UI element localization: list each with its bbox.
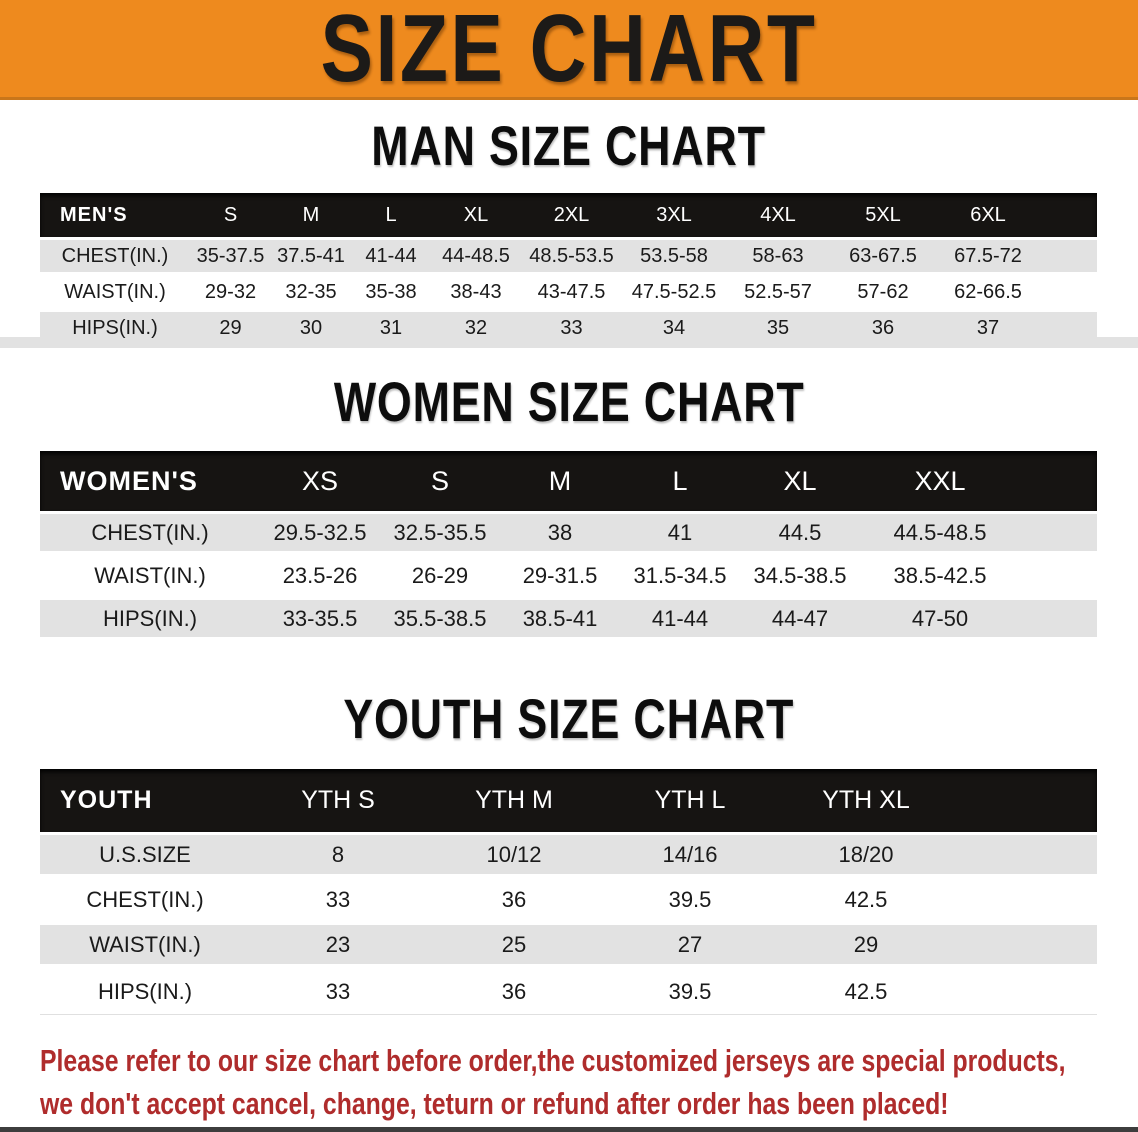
section-title <box>0 687 1138 750</box>
size-table <box>40 769 1097 1015</box>
cell-value: 37.5-41 <box>277 244 345 267</box>
cell-value: 33-35.5 <box>282 605 358 631</box>
cell-value: 37 <box>976 316 1000 339</box>
cell-value: 42.5 <box>844 886 888 912</box>
cell-value: 32.5-35.5 <box>393 519 487 545</box>
table-row <box>40 240 1097 276</box>
cell-value: 32-35 <box>285 280 337 303</box>
cell-value: 23.5-26 <box>282 562 358 588</box>
cell-value: 36 <box>871 316 895 339</box>
cell-value: 36 <box>501 886 527 912</box>
cell-value: 30 <box>299 316 323 339</box>
column-header: YTH L <box>654 786 726 814</box>
size-table <box>40 193 1097 348</box>
section-title-text: WOMEN SIZE CHART <box>333 370 805 433</box>
cell-value: 39.5 <box>668 886 712 912</box>
cell-value: 26-29 <box>411 562 469 588</box>
cell-value: 38.5-41 <box>522 605 598 631</box>
section-title <box>0 114 1138 177</box>
column-header: XL <box>783 465 817 496</box>
cell-value: 33 <box>560 316 583 339</box>
table-row <box>40 970 1097 1015</box>
cell-value: 43-47.5 <box>537 280 606 303</box>
row-label: CHEST(IN.) <box>91 519 209 545</box>
column-header: XXL <box>914 465 966 496</box>
cell-value: 23 <box>325 931 351 957</box>
disclaimer-line-2: we don't accept cancel, change, teturn or refund after order has been placed! <box>40 1086 949 1121</box>
cell-value: 48.5-53.5 <box>529 244 614 267</box>
cell-value: 31 <box>379 316 403 339</box>
size-chart-section <box>0 370 1138 643</box>
cell-value: 42.5 <box>844 979 888 1004</box>
section-title <box>0 370 1138 433</box>
table-row <box>40 514 1097 557</box>
cell-value: 44-48.5 <box>442 244 510 267</box>
table-row <box>40 312 1097 348</box>
cell-value: 10/12 <box>486 841 542 867</box>
cell-value: 36 <box>501 979 527 1004</box>
cell-value: 53.5-58 <box>640 244 708 267</box>
cell-value: 44.5 <box>778 519 822 545</box>
row-label: HIPS(IN.) <box>72 316 158 339</box>
banner <box>0 0 1138 100</box>
cell-value: 47.5-52.5 <box>631 280 717 303</box>
column-header: YTH S <box>301 786 375 814</box>
column-header: 6XL <box>970 203 1006 226</box>
column-header: XS <box>301 465 339 496</box>
column-header: 4XL <box>760 203 796 226</box>
table-row <box>40 276 1097 312</box>
cell-value: 18/20 <box>838 841 894 867</box>
row-label: WAIST(IN.) <box>94 562 206 588</box>
row-label: HIPS(IN.) <box>102 605 198 631</box>
column-header: S <box>430 465 449 496</box>
cell-value: 63-67.5 <box>849 244 917 267</box>
cell-value: 44.5-48.5 <box>893 519 987 545</box>
cell-value: 29-32 <box>204 280 257 303</box>
cell-value: 29 <box>219 316 242 339</box>
cell-value: 41 <box>667 519 693 545</box>
table-header-label: MEN'S <box>60 203 128 226</box>
size-chart-section <box>0 114 1138 348</box>
banner-title: SIZE CHART <box>320 0 818 102</box>
cell-value: 41-44 <box>651 605 709 631</box>
row-label: WAIST(IN.) <box>89 931 201 957</box>
row-label: CHEST(IN.) <box>86 886 204 912</box>
size-table <box>40 451 1097 643</box>
table-row <box>40 600 1097 643</box>
cell-value: 41-44 <box>365 244 417 267</box>
column-header: 2XL <box>553 203 590 226</box>
column-header: YTH M <box>475 786 553 814</box>
cell-value: 47-50 <box>911 605 969 631</box>
table-header-label: WOMEN'S <box>60 465 198 496</box>
cell-value: 34.5-38.5 <box>753 562 847 588</box>
column-header: M <box>302 203 320 226</box>
table-header-row <box>40 451 1097 514</box>
disclaimer-line-1: Please refer to our size chart before order,the customized jerseys are special products, <box>40 1043 1066 1078</box>
cell-value: 52.5-57 <box>744 280 812 303</box>
cell-value: 62-66.5 <box>954 280 1022 303</box>
column-header: 3XL <box>656 203 692 226</box>
section-title-text: YOUTH SIZE CHART <box>343 687 795 750</box>
table-row <box>40 925 1097 970</box>
column-header: M <box>548 465 572 496</box>
table-row <box>40 557 1097 600</box>
cell-value: 29.5-32.5 <box>273 519 367 545</box>
cell-value: 8 <box>331 841 345 867</box>
cell-value: 29-31.5 <box>522 562 598 588</box>
column-header: 5XL <box>865 203 901 226</box>
cell-value: 58-63 <box>752 244 804 267</box>
cell-value: 38-43 <box>450 280 502 303</box>
row-label: WAIST(IN.) <box>64 280 166 303</box>
cell-value: 25 <box>501 931 527 957</box>
column-header: L <box>385 203 397 226</box>
cell-value: 35 <box>766 316 790 339</box>
cell-value: 27 <box>677 931 703 957</box>
cell-value: 34 <box>662 316 686 339</box>
table-header-row <box>40 193 1097 240</box>
column-header: S <box>223 203 238 226</box>
section-title-text: MAN SIZE CHART <box>371 114 767 177</box>
cell-value: 38.5-42.5 <box>893 562 987 588</box>
table-header-row <box>40 769 1097 835</box>
table-row <box>40 835 1097 880</box>
cell-value: 33 <box>325 979 351 1004</box>
cell-value: 14/16 <box>662 841 718 867</box>
column-header: L <box>672 465 688 496</box>
row-label: U.S.SIZE <box>99 841 191 867</box>
cell-value: 29 <box>853 931 879 957</box>
cell-value: 57-62 <box>857 280 909 303</box>
row-label: CHEST(IN.) <box>61 244 169 267</box>
table-row <box>40 880 1097 925</box>
column-header: XL <box>463 203 489 226</box>
table-header-label: YOUTH <box>60 786 153 814</box>
cell-value: 31.5-34.5 <box>633 562 727 588</box>
cell-value: 32 <box>464 316 488 339</box>
cell-value: 39.5 <box>668 979 712 1004</box>
cell-value: 67.5-72 <box>954 244 1022 267</box>
size-charts <box>0 100 1138 1015</box>
size-chart-section <box>0 687 1138 1015</box>
cell-value: 35-37.5 <box>196 244 265 267</box>
cell-value: 44-47 <box>771 605 829 631</box>
row-label: HIPS(IN.) <box>97 979 193 1004</box>
column-header: YTH XL <box>822 786 910 814</box>
cell-value: 38 <box>547 519 573 545</box>
cell-value: 35.5-38.5 <box>393 605 487 631</box>
cell-value: 35-38 <box>365 280 417 303</box>
cell-value: 33 <box>325 886 351 912</box>
bottom-edge-strip <box>0 1127 1138 1132</box>
disclaimer <box>40 1039 1138 1125</box>
